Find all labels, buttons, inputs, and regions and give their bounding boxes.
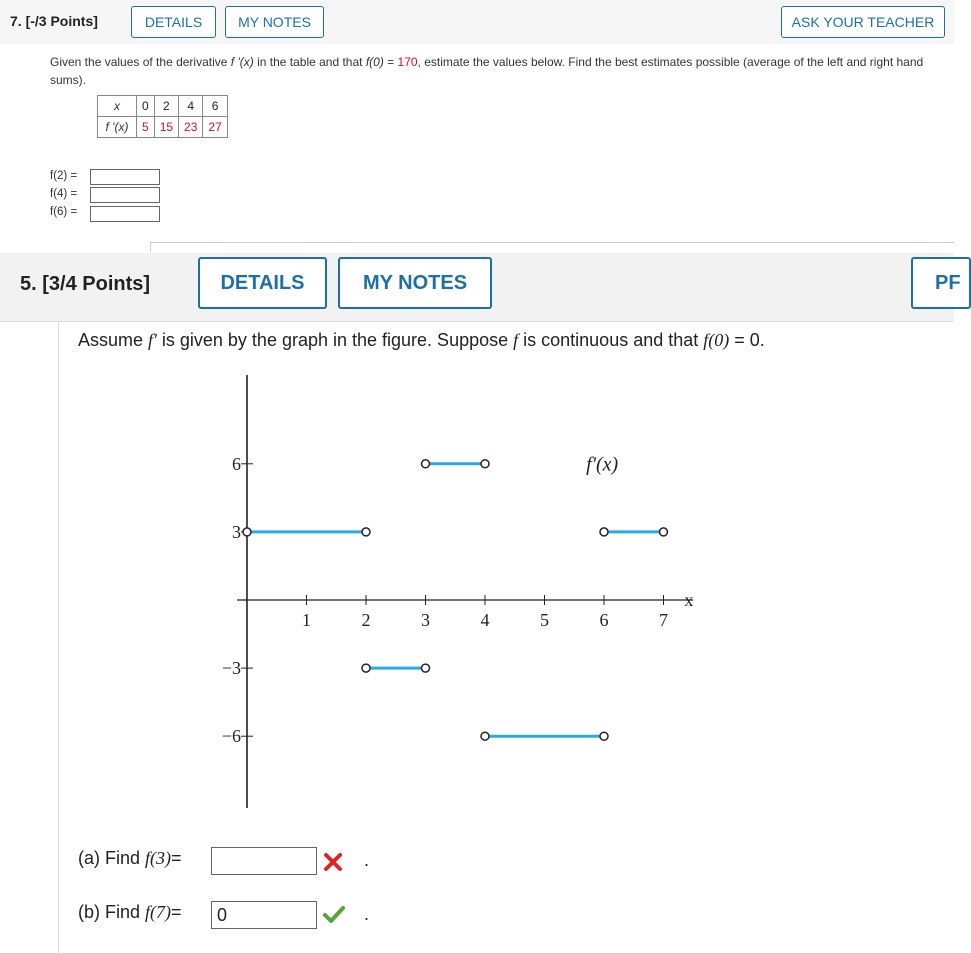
my-notes-button[interactable]: MY NOTES [225, 6, 324, 38]
y-tick-label: −6 [221, 726, 241, 747]
my-notes-button[interactable]: MY NOTES [338, 257, 492, 309]
curve-label: f'(x) [586, 453, 619, 476]
open-endpoint [481, 732, 489, 740]
table-row [98, 96, 228, 117]
table-cell: 15 [154, 117, 178, 138]
divider [150, 242, 954, 243]
f4-label: f(4) = [50, 188, 78, 200]
x-tick-label: 5 [540, 610, 549, 630]
table-cell: 5 [137, 117, 155, 138]
open-endpoint [422, 460, 430, 468]
table-header-fprime: f '(x) [98, 117, 137, 138]
f2-input[interactable] [90, 169, 160, 185]
f6-input[interactable] [90, 206, 160, 222]
question-5-prompt: Assume f' is given by the graph in the figure. Suppose f is continuous and that f(0) = 0. [78, 330, 765, 350]
table-row [98, 117, 228, 138]
details-button[interactable]: DETAILS [198, 257, 327, 309]
question-7-header [0, 0, 954, 44]
part-a: (a) Find f(3)= [78, 848, 182, 868]
y-tick-label: 3 [232, 521, 241, 542]
question-7-number: 7. [-/3 Points] [10, 13, 98, 29]
table-header-x: x [98, 96, 137, 117]
derivative-table [97, 95, 228, 138]
open-endpoint [660, 528, 668, 536]
open-endpoint [600, 528, 608, 536]
details-button[interactable]: DETAILS [131, 6, 216, 38]
f6-label: f(6) = [50, 206, 78, 218]
x-tick-label: 2 [361, 610, 371, 630]
question-7-prompt: Given the values of the derivative f '(x) in the table and that f(0) = 170, estimate the values below. Find the best estimates possible (average of the left and right hand sums). [50, 55, 924, 87]
divider [58, 322, 59, 953]
table-cell: 2 [154, 96, 178, 117]
derivative-graph [180, 370, 710, 810]
y-tick-label: 6 [232, 453, 241, 474]
x-tick-label: 3 [421, 610, 430, 630]
question-5-header [0, 253, 961, 322]
incorrect-x-icon [323, 852, 343, 872]
question-7 [0, 0, 954, 250]
divider [150, 242, 151, 252]
open-endpoint [422, 664, 430, 672]
period: . [364, 850, 370, 870]
period: . [364, 904, 370, 924]
part-a-answer-input[interactable] [211, 847, 317, 875]
f2-label: f(2) = [50, 170, 78, 182]
part-b-answer-input[interactable] [211, 901, 317, 929]
f4-input[interactable] [90, 187, 160, 203]
question-5-number: 5. [3/4 Points] [20, 273, 151, 295]
y-tick-label: −3 [221, 658, 241, 679]
open-endpoint [362, 664, 370, 672]
axes [237, 375, 693, 808]
x-tick-label: 7 [659, 610, 668, 630]
ask-your-teacher-button[interactable]: ASK YOUR TEACHER [781, 6, 945, 38]
correct-check-icon [322, 904, 346, 924]
table-cell: 4 [179, 96, 203, 117]
table-cell: 27 [203, 117, 227, 138]
open-endpoint [600, 732, 608, 740]
open-endpoint [481, 460, 489, 468]
table-cell: 23 [179, 117, 203, 138]
practice-button[interactable]: PF [911, 257, 971, 309]
x-tick-label: 4 [480, 610, 490, 630]
table-cell: 0 [137, 96, 155, 117]
open-endpoint [243, 528, 251, 536]
open-endpoint [362, 528, 370, 536]
table-cell: 6 [203, 96, 227, 117]
x-axis-label: x [684, 590, 694, 610]
x-tick-label: 6 [599, 610, 609, 630]
x-tick-label: 1 [302, 610, 311, 630]
part-b: (b) Find f(7)= [78, 902, 182, 922]
